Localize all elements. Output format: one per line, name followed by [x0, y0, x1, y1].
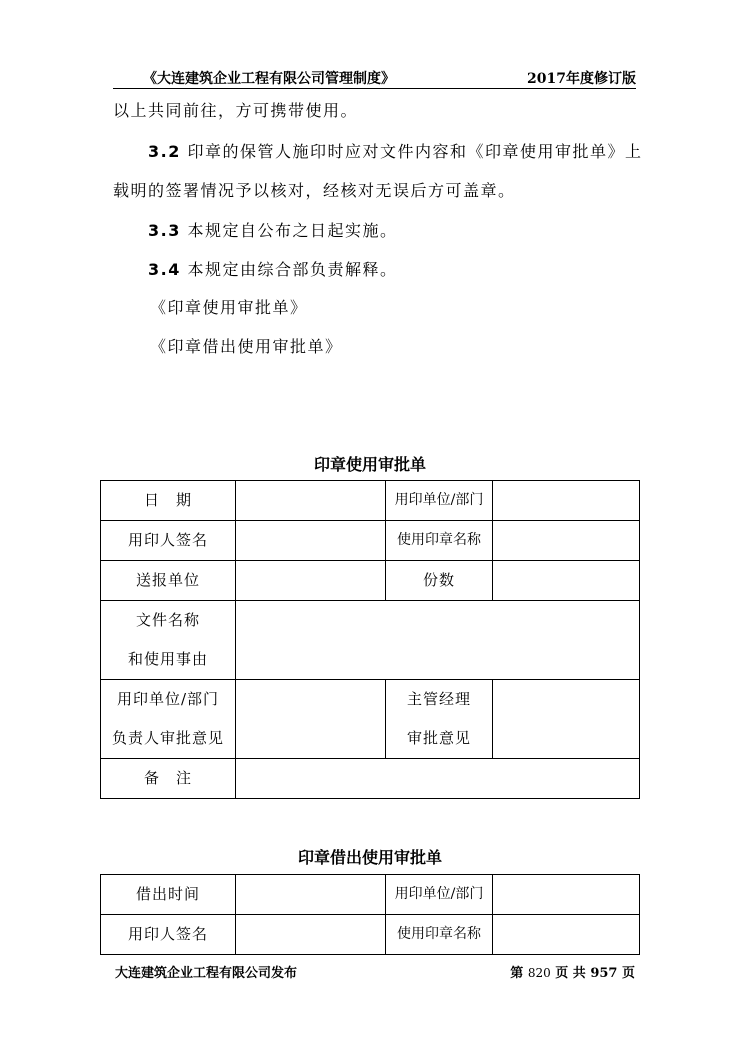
doc-name-label-line1: 文件名称 — [135, 611, 200, 629]
manager-opinion-field[interactable] — [493, 680, 640, 759]
table1-title: 印章使用审批单 — [313, 455, 426, 474]
page-header — [113, 66, 636, 89]
clause-3-2-continued: 载明的签署情况予以核对，经核对无误后方可盖章。 — [113, 181, 516, 200]
borrow-time-label: 借出时间 — [101, 875, 236, 915]
page-number — [510, 962, 635, 981]
table2-title: 印章借出使用审批单 — [297, 848, 442, 867]
paragraph-continuation: 以上共同前往，方可携带使用。 — [113, 101, 359, 120]
signer-field[interactable] — [236, 915, 386, 955]
seal-name-field[interactable] — [493, 521, 640, 561]
borrow-time-field[interactable] — [236, 875, 386, 915]
doc-name-label — [101, 601, 236, 680]
dept-head-opinion-label — [101, 680, 236, 759]
clause-number: 3.2 — [148, 142, 181, 161]
manager-label-line2: 审批意见 — [406, 729, 471, 747]
page-suffix: 页 — [621, 966, 635, 981]
dept-head-label-line1: 用印单位/部门 — [116, 690, 220, 708]
clause-text: 本规定自公布之日起实施。 — [187, 221, 398, 240]
dept-field[interactable] — [493, 481, 640, 521]
manager-label-line1: 主管经理 — [406, 690, 471, 708]
signer-label: 用印人签名 — [101, 915, 236, 955]
manager-opinion-label — [386, 680, 493, 759]
page-footer — [115, 962, 635, 981]
header-title: 《大连建筑企业工程有限公司管理制度》 — [143, 71, 395, 87]
footer-publisher: 大连建筑企业工程有限公司发布 — [115, 966, 298, 981]
submit-unit-field[interactable] — [236, 561, 386, 601]
doc-name-field[interactable] — [236, 601, 640, 680]
seal-borrow-approval-form — [100, 874, 640, 955]
doc-name-label-line2: 和使用事由 — [127, 650, 208, 668]
clause-number: 3.3 — [148, 221, 181, 240]
remark-label: 备 注 — [101, 759, 236, 799]
seal-name-label: 使用印章名称 — [386, 521, 493, 561]
seal-name-field[interactable] — [493, 915, 640, 955]
dept-head-label-line2: 负责人审批意见 — [111, 729, 224, 747]
page-prefix: 第 — [510, 966, 524, 981]
remark-field[interactable] — [236, 759, 640, 799]
dept-label: 用印单位/部门 — [386, 875, 493, 915]
date-label: 日 期 — [101, 481, 236, 521]
total-pages: 957 — [590, 966, 618, 981]
header-edition: 2017年度修订版 — [527, 71, 636, 87]
submit-unit-label: 送报单位 — [101, 561, 236, 601]
clause-text: 本规定由综合部负责解释。 — [187, 260, 398, 279]
clause-3-2 — [148, 139, 642, 162]
signer-label: 用印人签名 — [101, 521, 236, 561]
dept-label: 用印单位/部门 — [386, 481, 493, 521]
dept-field[interactable] — [493, 875, 640, 915]
current-page: 820 — [527, 966, 551, 980]
signer-field[interactable] — [236, 521, 386, 561]
seal-name-label: 使用印章名称 — [386, 915, 493, 955]
copies-field[interactable] — [493, 561, 640, 601]
page-mid: 页 共 — [555, 966, 586, 981]
clause-3-3 — [148, 218, 397, 241]
date-field[interactable] — [236, 481, 386, 521]
clause-number: 3.4 — [148, 260, 181, 279]
clause-3-4 — [148, 257, 397, 280]
copies-label: 份数 — [386, 561, 493, 601]
attachment-ref-2: 《印章借出使用审批单》 — [150, 337, 343, 356]
seal-usage-approval-form — [100, 480, 640, 799]
clause-text: 印章的保管人施印时应对文件内容和《印章使用审批单》上 — [187, 142, 643, 161]
attachment-ref-1: 《印章使用审批单》 — [150, 298, 308, 317]
dept-head-opinion-field[interactable] — [236, 680, 386, 759]
